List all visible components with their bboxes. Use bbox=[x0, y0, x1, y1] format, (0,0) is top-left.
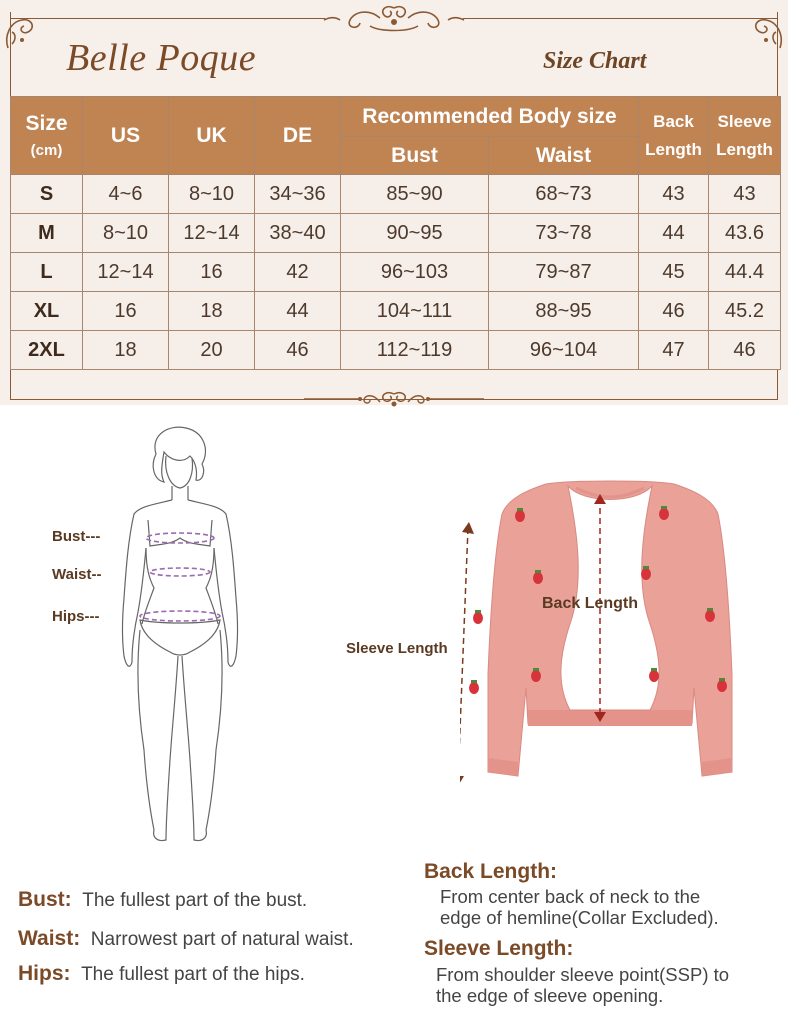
definition-waist-text: Narrowest part of natural waist. bbox=[90, 929, 354, 950]
table-row: S 4~6 8~10 34~36 85~90 68~73 43 43 bbox=[11, 175, 781, 214]
definition-waist-term: Waist: bbox=[18, 927, 81, 950]
table-row: 2XL 18 20 46 112~119 96~104 47 46 bbox=[11, 331, 781, 370]
body-figure-illustration bbox=[110, 420, 250, 850]
frame-top-line-left bbox=[10, 18, 325, 19]
header-sleeve-length: Sleeve Length bbox=[709, 97, 781, 175]
corner-ornament-left-icon bbox=[2, 14, 42, 54]
definition-hips-term: Hips: bbox=[18, 962, 71, 985]
table-row: XL 16 18 44 104~111 88~95 46 45.2 bbox=[11, 292, 781, 331]
definition-bust-term: Bust: bbox=[18, 888, 72, 911]
definition-sleeve-length-term: Sleeve Length: bbox=[424, 937, 574, 960]
header-size: Size (cm) bbox=[11, 97, 83, 175]
cardigan-label-sleeve-length: Sleeve Length bbox=[346, 640, 448, 657]
definition-bust bbox=[18, 888, 307, 912]
definition-sleeve-length-text: From shoulder sleeve point(SSP) to the edge of sleeve opening. bbox=[436, 964, 730, 1006]
size-chart-table bbox=[10, 96, 781, 370]
frame-top-line-right bbox=[463, 18, 778, 19]
definition-hips bbox=[18, 962, 305, 986]
header-back-length: Back Length bbox=[639, 97, 709, 175]
definition-back-length-term: Back Length: bbox=[424, 860, 558, 883]
definition-hips-text: The fullest part of the hips. bbox=[81, 964, 305, 985]
bottom-ornament-icon bbox=[300, 386, 488, 412]
definition-back-length-text: From center back of neck to the edge of hemline(Collar Excluded). bbox=[440, 886, 719, 928]
corner-ornament-right-icon bbox=[746, 14, 786, 54]
cardigan-label-back-length: Back Length bbox=[542, 595, 639, 612]
header-de: DE bbox=[255, 97, 341, 175]
figure-label-waist: Waist-- bbox=[52, 566, 102, 583]
header-recommended: Recommended Body size bbox=[341, 97, 639, 137]
header-size-unit: (cm) bbox=[30, 142, 63, 159]
top-ornament-icon bbox=[320, 2, 468, 36]
brand-logo: Belle Poque bbox=[66, 37, 257, 79]
definition-bust-text: The fullest part of the bust. bbox=[82, 890, 308, 911]
figure-label-bust: Bust--- bbox=[52, 528, 101, 545]
definition-waist bbox=[18, 927, 354, 951]
figure-label-hips: Hips--- bbox=[52, 608, 100, 625]
chart-title: Size Chart bbox=[543, 48, 647, 74]
header-waist: Waist bbox=[489, 137, 639, 175]
table-row: L 12~14 16 42 96~103 79~87 45 44.4 bbox=[11, 253, 781, 292]
header-uk: UK bbox=[169, 97, 255, 175]
header-bust: Bust bbox=[341, 137, 489, 175]
table-row: M 8~10 12~14 38~40 90~95 73~78 44 43.6 bbox=[11, 214, 781, 253]
cardigan-illustration bbox=[460, 474, 760, 794]
header-us: US bbox=[83, 97, 169, 175]
